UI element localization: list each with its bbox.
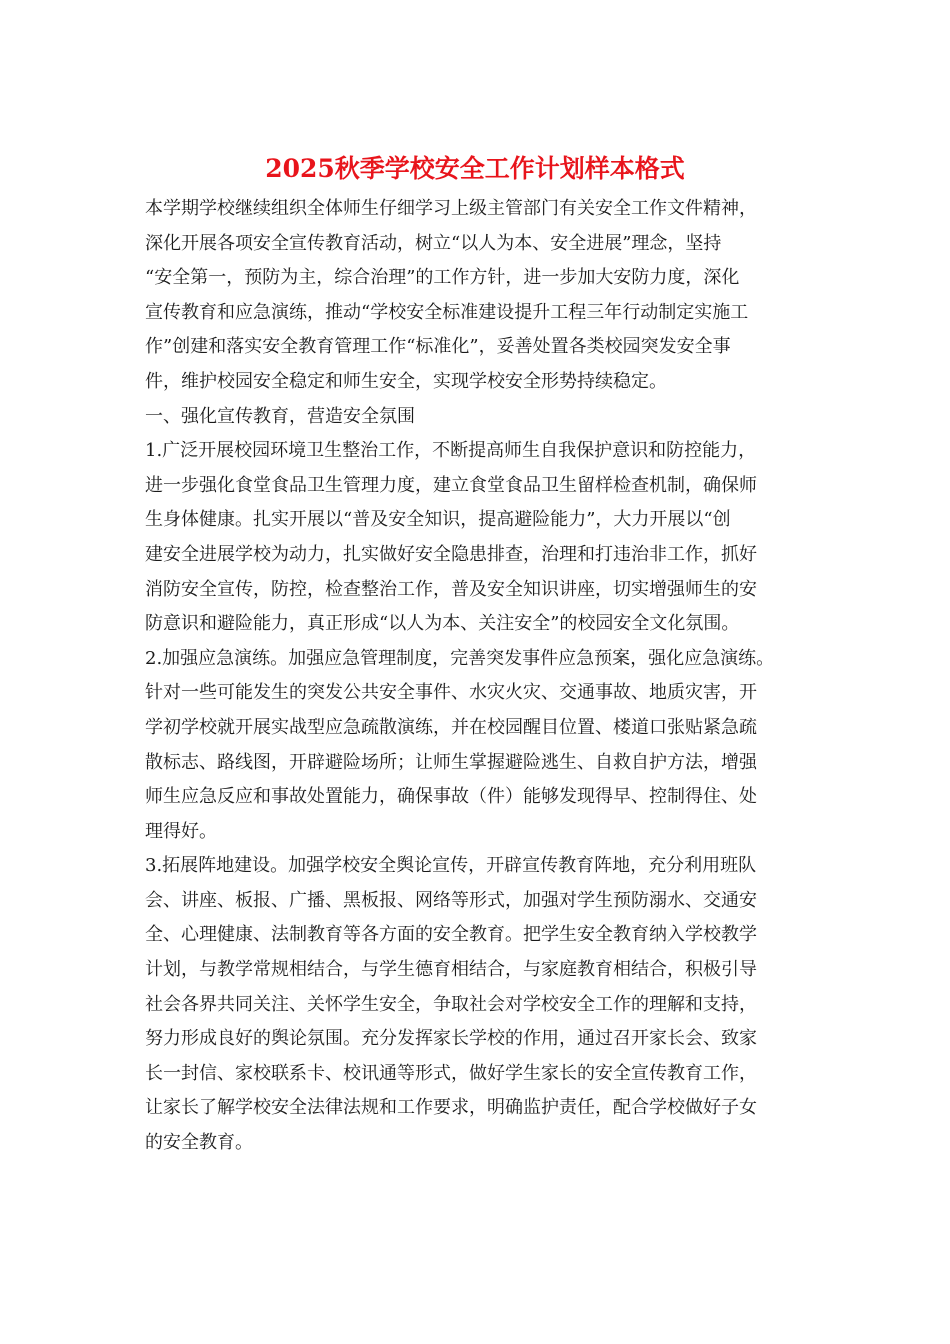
body-line: 宣传教育和应急演练，推动“学校安全标准建设提升工程三年行动制定实施工 <box>145 301 749 323</box>
body-line: 生身体健康。扎实开展以“普及安全知识，提高避险能力”，大力开展以“创 <box>145 509 731 531</box>
document-title: 2025秋季学校安全工作计划样本格式 <box>265 154 685 183</box>
body-line: 会、讲座、板报、广播、黑板报、网络等形式，加强对学生预防溺水、交通安 <box>145 889 757 911</box>
body-line: 社会各界共同关注、关怀学生安全，争取社会对学校安全工作的理解和支持， <box>145 993 757 1015</box>
body-line: 1.广泛开展校园环境卫生整治工作，不断提高师生自我保护意识和防控能力， <box>145 440 757 462</box>
body-line: 3.拓展阵地建设。加强学校安全舆论宣传，开辟宣传教育阵地，充分利用班队 <box>145 855 757 877</box>
body-line: 计划，与教学常规相结合，与学生德育相结合，与家庭教育相结合，积极引导 <box>145 959 757 981</box>
body-line: 一、强化宣传教育，营造安全氛围 <box>145 405 415 427</box>
body-line: 针对一些可能发生的突发公共安全事件、水灾火灾、交通事故、地质灾害，开 <box>145 682 757 704</box>
body-line: 全、心理健康、法制教育等各方面的安全教育。把学生安全教育纳入学校教学 <box>145 924 757 946</box>
body-line: 学初学校就开展实战型应急疏散演练，并在校园醒目位置、楼道口张贴紧急疏 <box>145 716 757 738</box>
body-line: 让家长了解学校安全法律法规和工作要求，明确监护责任，配合学校做好子女 <box>145 1097 757 1119</box>
body-line: 件，维护校园安全稳定和师生安全，实现学校安全形势持续稳定。 <box>145 370 667 392</box>
body-line: 理得好。 <box>145 820 217 842</box>
body-line: 深化开展各项安全宣传教育活动，树立“以人为本、安全进展”理念，坚持 <box>145 232 722 254</box>
body-line: 师生应急反应和事故处置能力，确保事故（件）能够发现得早、控制得住、处 <box>145 786 757 808</box>
body-line: 防意识和避险能力，真正形成“以人为本、关注安全”的校园安全文化氛围。 <box>145 613 740 635</box>
body-line: 努力形成良好的舆论氛围。充分发挥家长学校的作用，通过召开家长会、致家 <box>145 1028 757 1050</box>
body-line: 作”创建和落实安全教育管理工作“标准化”，妥善处置各类校园突发安全事 <box>145 336 731 358</box>
body-line: 散标志、路线图，开辟避险场所；让师生掌握避险逃生、自救自护方法，增强 <box>145 751 757 773</box>
body-line: 2.加强应急演练。加强应急管理制度，完善突发事件应急预案，强化应急演练。 <box>145 647 775 669</box>
body-line: 进一步强化食堂食品卫生管理力度，建立食堂食品卫生留样检查机制，确保师 <box>145 474 757 496</box>
body-line: 长一封信、家校联系卡、校讯通等形式，做好学生家长的安全宣传教育工作， <box>145 1062 757 1084</box>
body-line: 的安全教育。 <box>145 1132 253 1154</box>
body-line: “安全第一，预防为主，综合治理”的工作方针，进一步加大安防力度，深化 <box>145 267 740 289</box>
body-line: 本学期学校继续组织全体师生仔细学习上级主管部门有关安全工作文件精神， <box>145 198 757 219</box>
body-line: 建安全进展学校为动力，扎实做好安全隐患排查，治理和打违治非工作，抓好 <box>145 543 757 565</box>
document-body <box>145 192 810 1161</box>
body-line: 消防安全宣传，防控，检查整治工作，普及安全知识讲座，切实增强师生的安 <box>145 578 757 600</box>
